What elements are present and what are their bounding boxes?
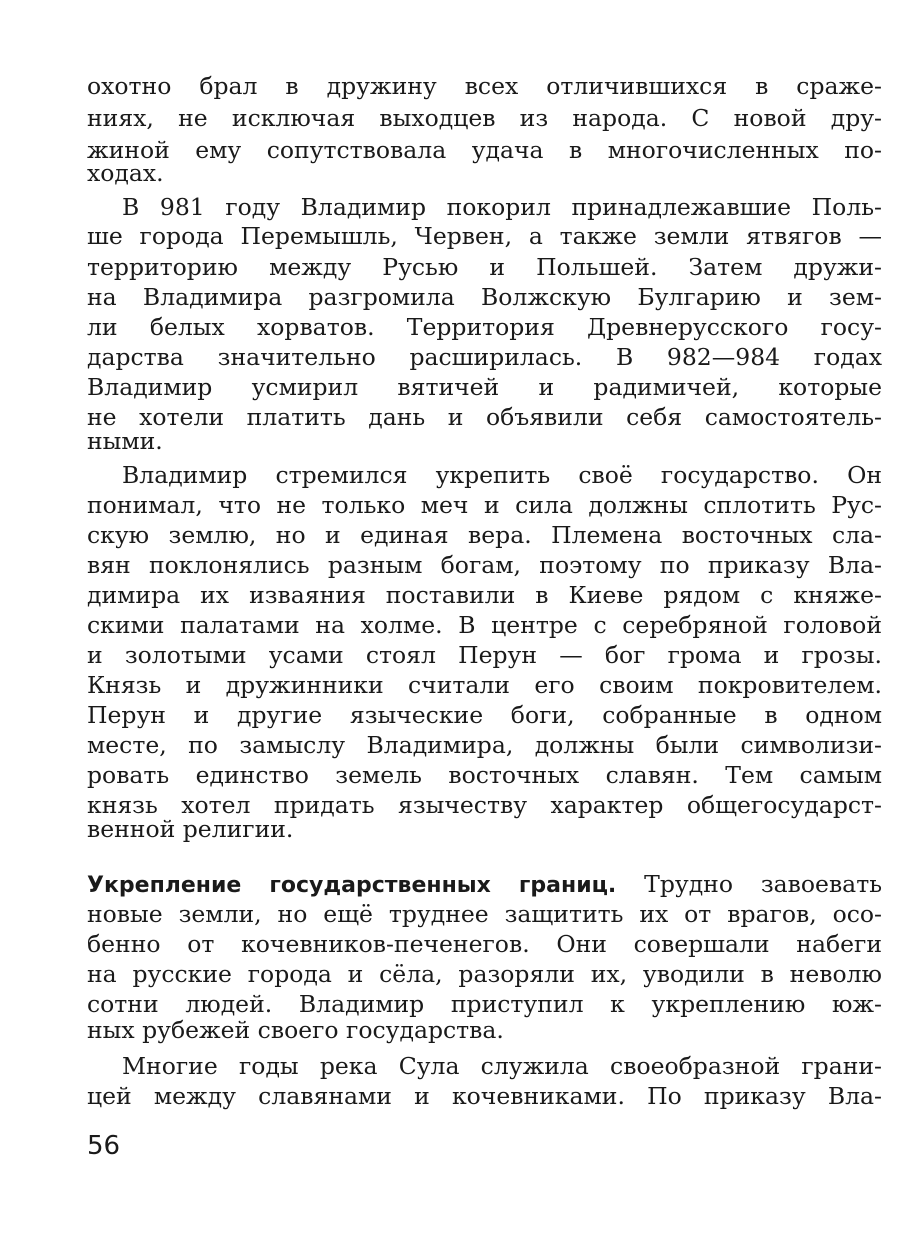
text-line: ли белых хорватов. Территория Древнерусского госу-	[87, 313, 882, 341]
text-line: на русские города и сёла, разоряли их, уводили в неволю	[87, 960, 882, 988]
text-line: и золотыми усами стоял Перун — бог грома и грозы.	[87, 641, 882, 669]
page-number: 56	[87, 1131, 121, 1161]
text-line: понимал, что не только меч и сила должны сплотить Рус-	[87, 491, 882, 519]
text-line: Многие годы река Сула служила своеобразной грани-	[122, 1052, 882, 1080]
text-line: охотно брал в дружину всех отличившихся в сраже-	[87, 72, 882, 100]
text-line: не хотели платить дань и объявили себя самостоятель-	[87, 403, 882, 431]
text-line: Владимир усмирил вятичей и радимичей, которые	[87, 373, 882, 401]
text-line: ными.	[87, 427, 163, 455]
text-line: ровать единство земель восточных славян. Тем самым	[87, 761, 882, 789]
text-line: скими палатами на холме. В центре с серебряной головой	[87, 611, 882, 639]
text-line: венной религии.	[87, 815, 294, 843]
text-line: ше города Перемышль, Червен, а также земли ятвягов —	[87, 222, 882, 250]
section-heading: Укрепление государственных границ.	[87, 873, 617, 898]
text-line: сотни людей. Владимир приступил к укреплению юж-	[87, 990, 882, 1018]
text-line: Князь и дружинники считали его своим покровителем.	[87, 671, 882, 699]
text-line: бенно от кочевников-печенегов. Они совершали набеги	[87, 930, 882, 958]
text-line: Перун и другие языческие боги, собранные в одном	[87, 701, 882, 729]
text-line: Владимир стремился укрепить своё государство. Он	[122, 461, 882, 489]
text-line: дарства значительно расширилась. В 982—984 годах	[87, 343, 882, 371]
text-line: В 981 году Владимир покорил принадлежавшие Поль-	[122, 193, 882, 221]
text-line: новые земли, но ещё труднее защитить их от врагов, осо-	[87, 900, 882, 928]
text-line: ных рубежей своего государства.	[87, 1016, 504, 1044]
text-line: месте, по замыслу Владимира, должны были символизи-	[87, 731, 882, 759]
text-line: ниях, не исключая выходцев из народа. С новой дру-	[87, 104, 882, 132]
text-line: димира их изваяния поставили в Киеве рядом с княже-	[87, 581, 882, 609]
text-line: территорию между Русью и Польшей. Затем дружи-	[87, 253, 882, 281]
text-run: Трудно завоевать	[644, 870, 882, 898]
text-line	[87, 868, 882, 900]
text-line: на Владимира разгромила Волжскую Булгарию и зем-	[87, 283, 882, 311]
text-line: скую землю, но и единая вера. Племена восточных сла-	[87, 521, 882, 549]
text-line: цей между славянами и кочевниками. По приказу Вла-	[87, 1082, 882, 1110]
text-line: вян поклонялись разным богам, поэтому по приказу Вла-	[87, 551, 882, 579]
text-line: князь хотел придать язычеству характер общегосударст-	[87, 791, 882, 819]
text-line: жиной ему сопутствовала удача в многочисленных по-	[87, 136, 882, 164]
text-line: ходах.	[87, 159, 164, 187]
